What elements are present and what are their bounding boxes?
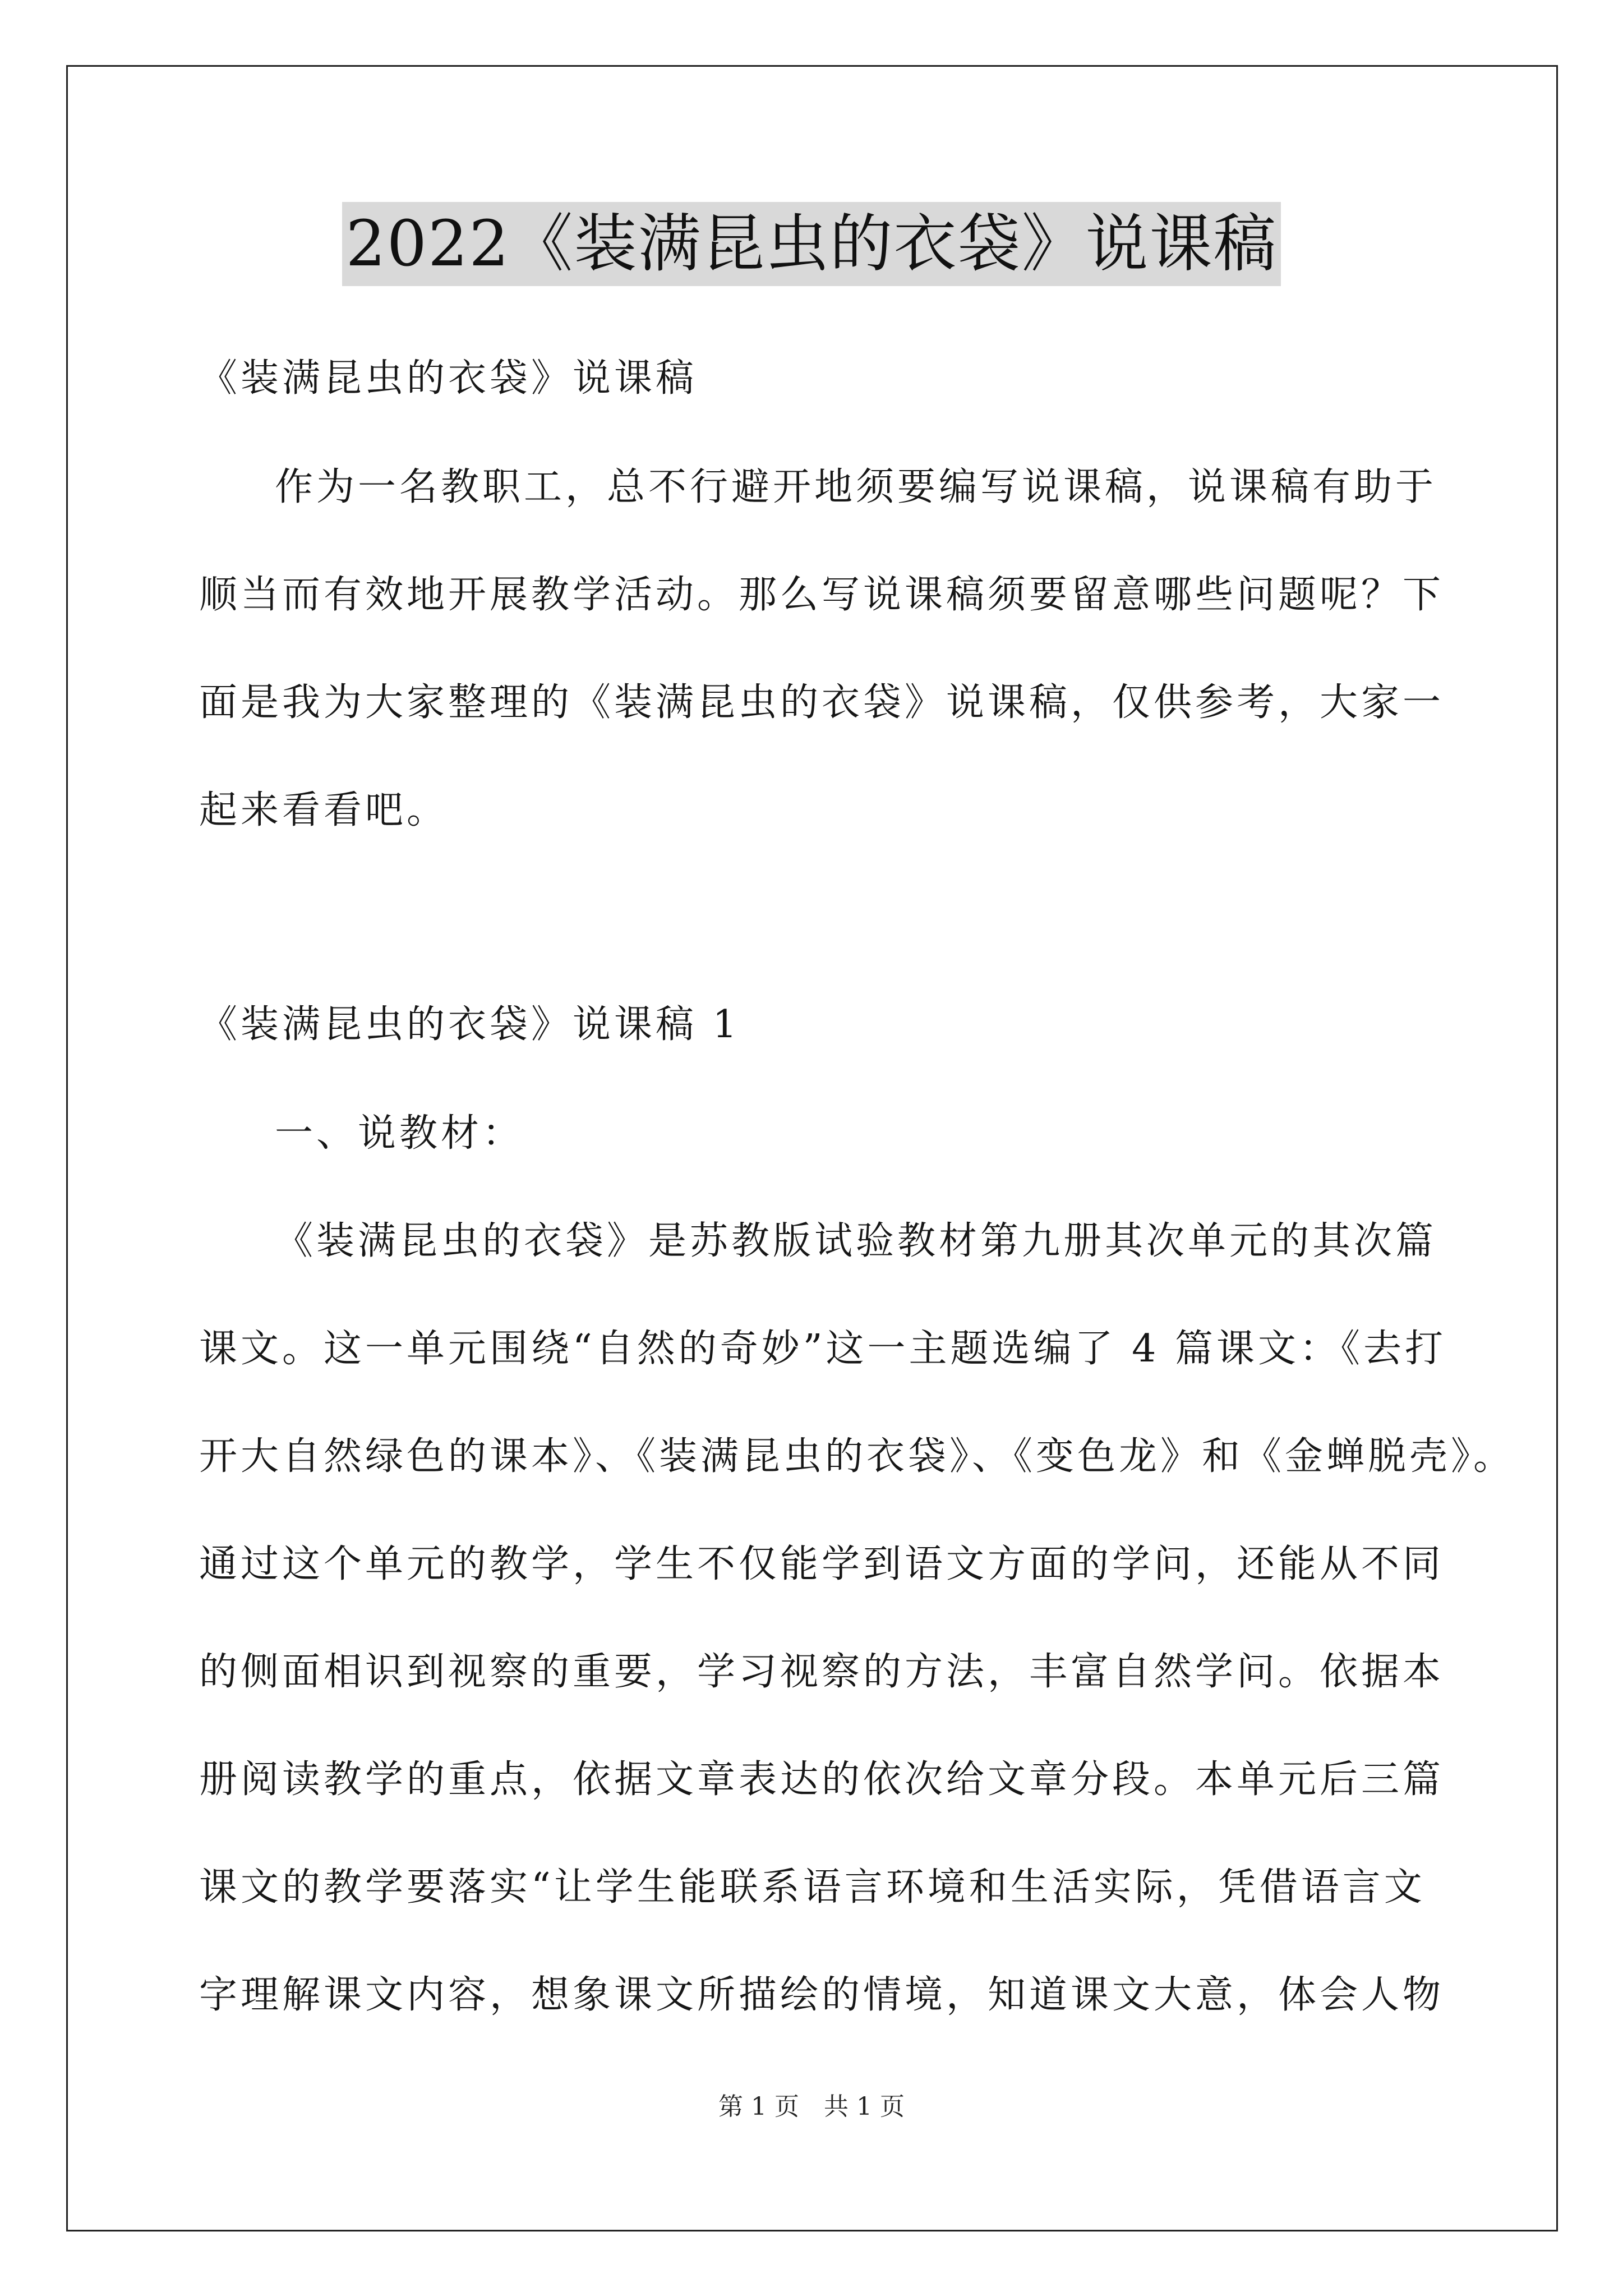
body-line-4: 通过这个单元的教学，学生不仅能学到语文方面的学问，还能从不同 bbox=[199, 1542, 1445, 1586]
intro-line-2: 顺当而有效地开展教学活动。那么写说课稿须要留意哪些问题呢？下 bbox=[199, 573, 1445, 617]
body-line-8: 字理解课文内容，想象课文所描绘的情境，知道课文大意，体会人物 bbox=[199, 1973, 1445, 2017]
title-container bbox=[0, 202, 1623, 286]
intro-line-1: 作为一名教职工，总不行避开地须要编写说课稿，说课稿有助于 bbox=[275, 465, 1437, 509]
body-line-1: 《装满昆虫的衣袋》是苏教版试验教材第九册其次单元的其次篇 bbox=[275, 1219, 1437, 1263]
intro-line-3: 面是我为大家整理的《装满昆虫的衣袋》说课稿，仅供参考，大家一 bbox=[199, 680, 1445, 725]
page-footer: 第 1 页 共 1 页 bbox=[718, 2092, 905, 2121]
part-heading: 一、说教材： bbox=[275, 1111, 524, 1156]
body-line-5: 的侧面相识到视察的重要，学习视察的方法，丰富自然学问。依据本 bbox=[199, 1650, 1445, 1694]
section-heading: 《装满昆虫的衣袋》说课稿 1 bbox=[199, 1002, 740, 1047]
intro-line-4: 起来看看吧。 bbox=[199, 788, 449, 832]
body-line-6: 册阅读教学的重点，依据文章表达的依次给文章分段。本单元后三篇 bbox=[199, 1757, 1445, 1802]
body-line-7: 课文的教学要落实“让学生能联系语言环境和生活实际，凭借语言文 bbox=[199, 1865, 1426, 1910]
body-line-3: 开大自然绿色的课本》、《装满昆虫的衣袋》、《变色龙》和《金蝉脱壳》。 bbox=[199, 1434, 1515, 1479]
body-line-2: 课文。这一单元围绕“自然的奇妙”这一主题选编了 4 篇课文：《去打 bbox=[199, 1327, 1447, 1371]
document-title: 2022《装满昆虫的衣袋》说课稿 bbox=[342, 202, 1280, 286]
document-subtitle: 《装满昆虫的衣袋》说课稿 bbox=[199, 356, 698, 401]
